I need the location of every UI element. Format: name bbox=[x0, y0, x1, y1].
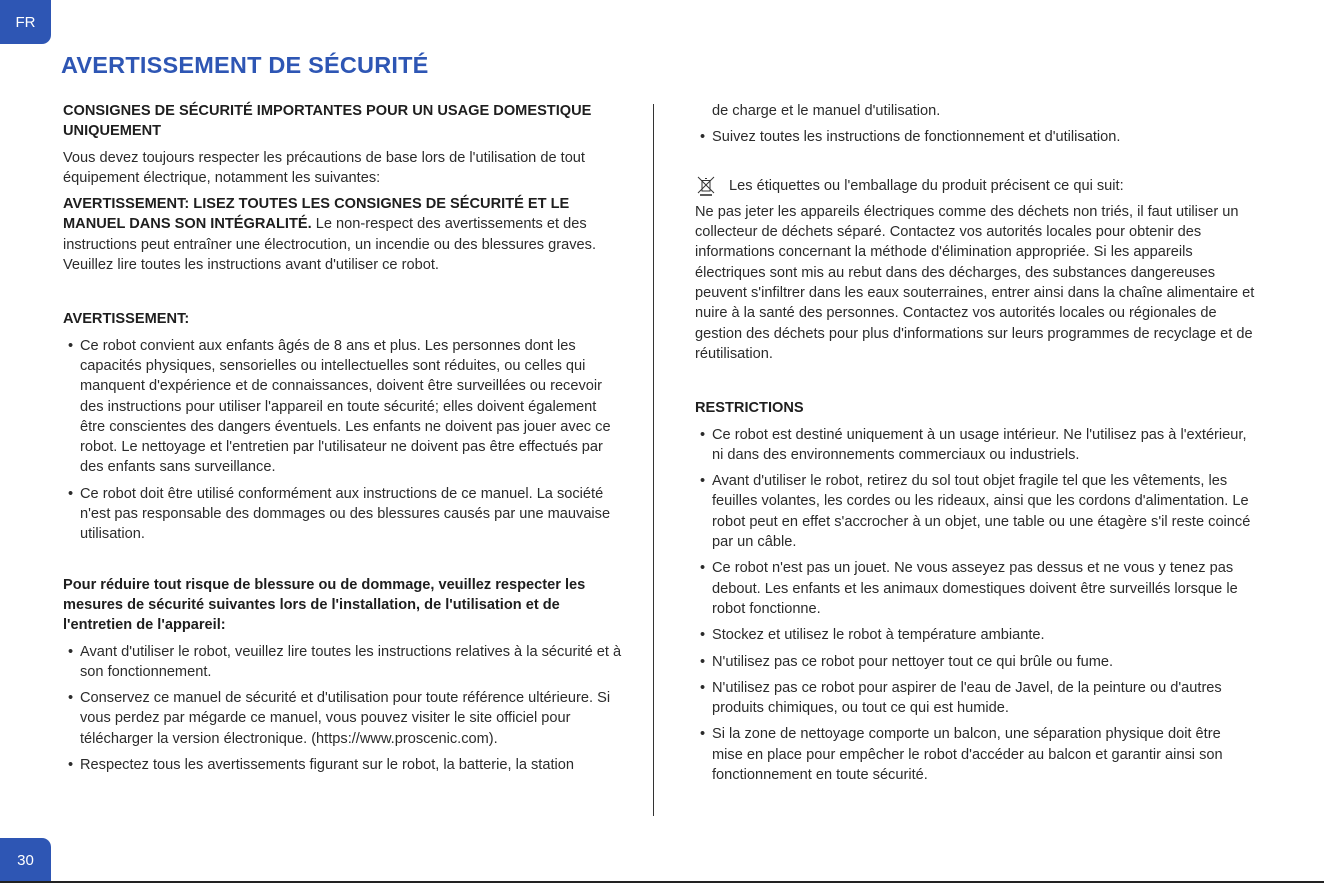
warning-bold-text: AVERTISSEMENT: LISEZ TOUTES LES CONSIGNES DE SÉCURITÉ ET LE MANUEL DANS SON INTÉGRALITÉ. bbox=[63, 196, 570, 233]
list-item: • N'utilisez pas ce robot pour nettoyer tout ce qui brûle ou fume. bbox=[695, 652, 1255, 672]
column-divider bbox=[653, 104, 654, 816]
list-item: • Ce robot n'est pas un jouet. Ne vous asseyez pas dessus et ne vous y tenez pas debout. Les enfants et les animaux domestiques doivent être surveillés lorsque le robot fonctionne. bbox=[695, 558, 1255, 619]
list-item: • Stockez et utilisez le robot à température ambiante. bbox=[695, 625, 1255, 645]
heading-important-instructions: CONSIGNES DE SÉCURITÉ IMPORTANTES POUR UN USAGE DOMESTIQUE UNIQUEMENT bbox=[63, 103, 592, 140]
label-line-text: Les étiquettes ou l'emballage du produit précisent ce qui suit: bbox=[729, 177, 1124, 194]
follow-instructions-list bbox=[695, 127, 1255, 147]
label-line bbox=[695, 176, 1255, 196]
restrictions-list bbox=[695, 425, 1255, 786]
warning-text: Le non-respect des avertissements et des instructions peut entraîner une électrocution, un incendie ou des blessures graves. Veuillez lire toutes les instructions avant d'utiliser ce robot. bbox=[63, 216, 596, 274]
heading-restrictions: RESTRICTIONS bbox=[695, 400, 804, 417]
warning-paragraph bbox=[63, 194, 625, 275]
list-item: • Conservez ce manuel de sécurité et d'utilisation pour toute référence ultérieure. Si vous perdez par mégarde ce manuel, vous pouvez visiter le site officiel pour télécharger la version électronique. (https://www.proscenic.com). bbox=[63, 688, 625, 749]
list-item: • Avant d'utiliser le robot, veuillez lire toutes les instructions relatives à la sécurité et à son fonctionnement. bbox=[63, 642, 625, 683]
language-tab bbox=[0, 0, 51, 44]
intro-paragraph: Vous devez toujours respecter les précautions de base lors de l'utilisation de tout équipement électrique, notamment les suivantes: bbox=[63, 149, 585, 186]
warning-list bbox=[63, 336, 625, 545]
heading-safety-measures: Pour réduire tout risque de blessure ou de dommage, veuillez respecter les mesures de sécurité suivantes lors de l'installation, de l'utilisation et de l'entretien de l'appareil: bbox=[63, 576, 586, 634]
heading-warning: AVERTISSEMENT: bbox=[63, 311, 190, 328]
list-item: • Ce robot est destiné uniquement à un usage intérieur. Ne l'utilisez pas à l'extérieur, ni dans des environnements commerciaux ou industriels. bbox=[695, 425, 1255, 466]
left-column bbox=[63, 101, 625, 775]
continued-list-item: de charge et le manuel d'utilisation. bbox=[712, 103, 941, 119]
list-item: • Ce robot doit être utilisé conformément aux instructions de ce manuel. La société n'est pas responsable des dommages ou des blessures causés par une mauvaise utilisation. bbox=[63, 484, 625, 545]
page-number: 30 bbox=[17, 852, 34, 869]
list-item: • Avant d'utiliser le robot, retirez du sol tout objet fragile tel que les vêtements, les feuilles volantes, les cordes ou les rideaux, ainsi que les cordons d'alimentation. Le robot peut en effet s'accrocher à un objet, une table ou une étagère s'il reste coincé par un câble. bbox=[695, 471, 1255, 552]
page-title: AVERTISSEMENT DE SÉCURITÉ bbox=[61, 52, 429, 78]
list-item: • Suivez toutes les instructions de fonctionnement et d'utilisation. bbox=[695, 127, 1255, 147]
crossed-out-bin-icon bbox=[695, 176, 717, 196]
right-column bbox=[695, 101, 1255, 785]
list-item: • Respectez tous les avertissements figurant sur le robot, la batterie, la station bbox=[63, 755, 625, 775]
language-label: FR bbox=[15, 13, 36, 31]
list-item: • Si la zone de nettoyage comporte un balcon, une séparation physique doit être mise en place pour empêcher le robot d'accéder au balcon et garantir ainsi son fonctionnement en toute sécurité. bbox=[695, 724, 1255, 785]
list-item: • N'utilisez pas ce robot pour aspirer de l'eau de Javel, de la peinture ou d'autres produits chimiques, ou tout ce qui est humide. bbox=[695, 678, 1255, 719]
list-item: • Ce robot convient aux enfants âgés de 8 ans et plus. Les personnes dont les capacités physiques, sensorielles ou intellectuelles sont réduites, ou celles qui manquent d'expérience et de connaissances, doivent être surveillées ou recevoir des instructions pour utiliser l'appareil en toute sécurité; elles doivent également être conscientes des dangers éventuels. Les enfants ne doivent pas jouer avec ce robot. Le nettoyage et l'entretien par l'utilisateur ne doivent pas être effectués par des enfants sans surveillance. bbox=[63, 336, 625, 478]
disposal-paragraph: Ne pas jeter les appareils électriques comme des déchets non triés, il faut utiliser un collecteur de déchets séparé. Contactez vos autorités locales pour obtenir des informations concernant la méthode d'élimination appropriée. Si les appareils électriques sont mis au rebut dans des décharges, des substances dangereuses peuvent s'infiltrer dans les eaux souterraines, entrer ainsi dans la chaîne alimentaire et nuire à la santé des personnes. Contactez vos autorités locales ou régionales de gestion des déchets pour plus d'informations sur leurs programmes de recyclage et de réutilisation. bbox=[695, 203, 1255, 362]
safety-measures-list bbox=[63, 642, 625, 776]
page-number-tab bbox=[0, 838, 51, 883]
